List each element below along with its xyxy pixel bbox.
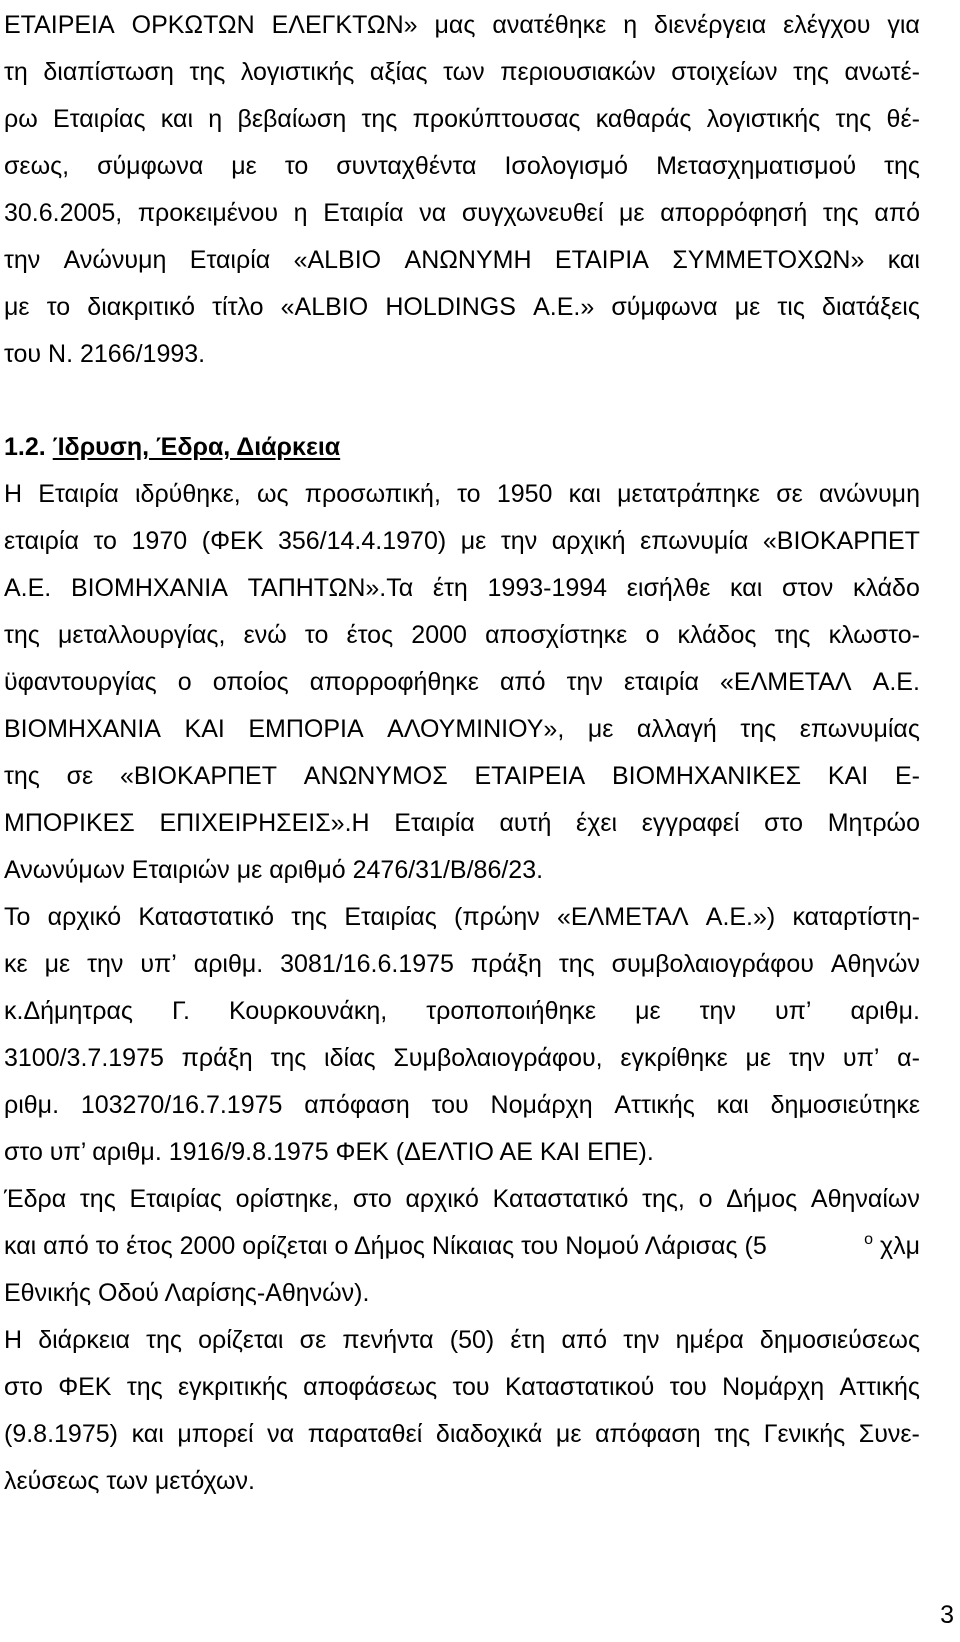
body-line: ϋφαντουργίας ο οποίος απορροφήθηκε από την εταιρία «ΕΛΜΕΤΑΛ Α.Ε. (4, 668, 920, 696)
body-line: Ανωνύμων Εταιριών με αριθμό 2476/31/Β/86/23. (4, 856, 544, 884)
body-line: της σε «ΒΙΟΚΑΡΠΕΤ ΑΝΩΝΥΜΟΣ ΕΤΑΙΡΕΙΑ ΒΙΟΜΗΧΑΝΙΚΕΣ ΚΑΙ Ε- (4, 762, 920, 790)
body-line: 3100/3.7.1975 πράξη της ιδίας Συμβολαιογράφου, εγκρίθηκε με την υπ’ α- (4, 1044, 920, 1072)
body-line: (9.8.1975) και μπορεί να παραταθεί διαδοχικά με απόφαση της Γενικής Συνε- (4, 1420, 920, 1448)
section-heading-number: 1.2. (4, 433, 46, 461)
body-line: Έδρα της Εταιρίας ορίστηκε, στο αρχικό Καταστατικό της, ο Δήμος Αθηναίων (4, 1185, 920, 1213)
body-line: ΒΙΟΜΗΧΑΝΙΑ ΚΑΙ ΕΜΠΟΡΙΑ ΑΛΟΥΜΙΝΙΟΥ», με αλλαγή της επωνυμίας (4, 715, 920, 743)
body-line: Εθνικής Οδού Λαρίσης-Αθηνών). (4, 1279, 370, 1307)
intro-line: ΕΤΑΙΡΕΙΑ ΟΡΚΩΤΩΝ ΕΛΕΓΚΤΩΝ» μας ανατέθηκε η διενέργεια ελέγχου για (4, 11, 920, 39)
superscript-o: ο (864, 1231, 874, 1248)
body-line: λεύσεως των μετόχων. (4, 1467, 255, 1495)
body-line: Η διάρκεια της ορίζεται σε πενήντα (50) έτη από την ημέρα δημοσιεύσεως (4, 1326, 920, 1354)
body-line: στο ΦΕΚ της εγκριτικής αποφάσεως του Καταστατικού του Νομάρχη Αττικής (4, 1373, 920, 1401)
body-line: κε με την υπ’ αριθμ. 3081/16.6.1975 πράξη της συμβολαιογράφου Αθηνών (4, 950, 920, 978)
intro-line: 30.6.2005, προκειμένου η Εταιρία να συγχωνευθεί με απορρόφησή της από (4, 199, 920, 227)
intro-line: ρω Εταιρίας και η βεβαίωση της προκύπτουσας καθαράς λογιστικής της θέ- (4, 105, 920, 133)
page-number: 3 (940, 1601, 954, 1629)
body-line: Το αρχικό Καταστατικό της Εταιρίας (πρώην «ΕΛΜΕΤΑΛ Α.Ε.») καταρτίστη- (4, 903, 920, 931)
body-line: Η Εταιρία ιδρύθηκε, ως προσωπική, το 1950 και μετατράπηκε σε ανώνυμη (4, 480, 920, 508)
body-line: κ.Δήμητρας Γ. Κουρκουνάκη, τροποποιήθηκε με την υπ’ αριθμ. (4, 997, 920, 1025)
section-heading-title: Ίδρυση, Έδρα, Διάρκεια (52, 433, 341, 461)
intro-line: του Ν. 2166/1993. (4, 340, 206, 368)
body-line: Α.Ε. ΒΙΟΜΗΧΑΝΙΑ ΤΑΠΗΤΩΝ».Τα έτη 1993-1994 εισήλθε και στον κλάδο (4, 574, 920, 602)
intro-line: τη διαπίστωση της λογιστικής αξίας των περιουσιακών στοιχείων της ανωτέ- (4, 58, 920, 86)
intro-line: σεως, σύμφωνα με το συνταχθέντα Ισολογισμό Μετασχηματισμού της (4, 152, 920, 180)
km-marker (864, 1231, 920, 1261)
body-line-text: και από το έτος 2000 ορίζεται ο Δήμος Νίκαιας του Νομού Λάρισας (5 (4, 1232, 767, 1260)
body-line: ΜΠΟΡΙΚΕΣ ΕΠΙΧΕΙΡΗΣΕΙΣ».Η Εταιρία αυτή έχει εγγραφεί στο Μητρώο (4, 809, 920, 837)
intro-line: με το διακριτικό τίτλο «ALBIO HOLDINGS Α.Ε.» σύμφωνα με τις διατάξεις (4, 293, 920, 321)
body-line-with-superscript (4, 1231, 920, 1261)
section-heading (4, 432, 920, 462)
body-line: ριθμ. 103270/16.7.1975 απόφαση του Νομάρχη Αττικής και δημοσιεύτηκε (4, 1091, 920, 1119)
body-line: εταιρία το 1970 (ΦΕΚ 356/14.4.1970) με την αρχική επωνυμία «ΒΙΟΚΑΡΠΕΤ (4, 527, 920, 555)
intro-line: την Ανώνυμη Εταιρία «ALBIO ΑΝΩΝΥΜΗ ΕΤΑΙΡΙΑ ΣΥΜΜΕΤΟΧΩΝ» και (4, 246, 920, 274)
km-suffix: χλμ (879, 1232, 920, 1260)
body-line: στο υπ’ αριθμ. 1916/9.8.1975 ΦΕΚ (ΔΕΛΤΙΟ ΑΕ ΚΑΙ ΕΠΕ). (4, 1138, 654, 1166)
body-line: της μεταλλουργίας, ενώ το έτος 2000 αποσχίστηκε ο κλάδος της κλωστο- (4, 621, 920, 649)
